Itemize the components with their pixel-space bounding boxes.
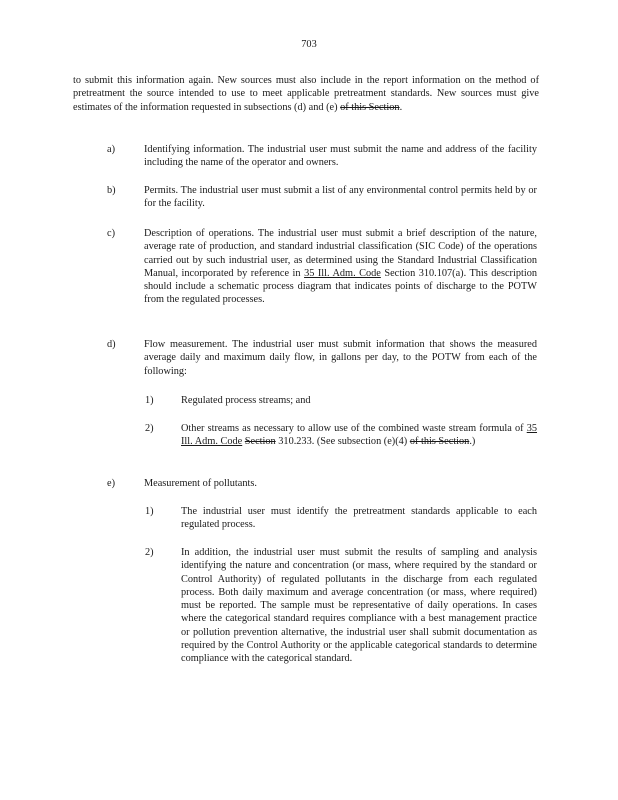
page-number: 703 bbox=[301, 39, 317, 50]
item-d-label: d) bbox=[107, 339, 116, 350]
item-a-text: Identifying information. The industrial user must submit the name and address of the facility including the name of the operator and owners. bbox=[144, 144, 537, 169]
item-d-sub-2-text-mid: 310.233. (See subsection (e)(4) bbox=[278, 436, 408, 448]
item-d-sub-2-deleted-text: of this Section bbox=[409, 436, 470, 448]
intro-end: . bbox=[399, 101, 403, 113]
item-d-sub-2-text-before: Other streams as necessary to allow use of the combined waste stream formula of bbox=[181, 423, 524, 434]
item-d-sub-2-text-end: .) bbox=[469, 436, 476, 448]
item-c-text-before: Description of operations. The industrial user must submit a brief description of the nature, average rate of production, and standard industrial classification (SIC Code) of the operations carried out by such industrial user, as determined using the Standard Industrial Classification Manual, incorporated by reference in bbox=[144, 228, 537, 279]
intro-text: to submit this information again. New sources must also include in the report information on the method of pretreatment the source intended to use to meet applicable pretreatment standards. New sources must give estimates of the information requested in subsections (d) and (e) bbox=[73, 75, 539, 113]
item-a-label: a) bbox=[107, 144, 115, 155]
item-c-label: c) bbox=[107, 228, 115, 239]
item-c-text-after: Section 310.107(a). This description should include a schematic process diagram that indicates points of discharge to the POTW from the regulated processes. bbox=[144, 267, 538, 306]
item-d-sub-2-inserted-text: 35 Ill. Adm. Code bbox=[181, 423, 538, 448]
item-e-sub-2-text: In addition, the industrial user must submit the results of sampling and analysis identifying the nature and concentration (or mass, where required by the standard or Control Authority) of regulated pollutants in the discharge from each regulated process. Both daily maximum and average concentration (or mass, where required) must be reported. The sample must be representative of daily operations. In cases where the categorical standard requires compliance with a best management practice or pollution prevention alternative, the industrial user shall submit documentation as required by the Control Authority or the applicable categorical standards to determine compliance with the categorical standard. bbox=[181, 547, 537, 665]
item-c-text bbox=[144, 227, 537, 307]
intro-deleted-text: of this Section bbox=[340, 101, 400, 113]
item-d-sub-1-label: 1) bbox=[145, 395, 154, 406]
item-d-text: Flow measurement. The industrial user must submit information that shows the measured average daily and maximum daily flow, in gallons per day, to the POTW from each of the following: bbox=[144, 339, 537, 377]
item-d-sub-1-text: Regulated process streams; and bbox=[181, 395, 311, 406]
item-b-label: b) bbox=[107, 185, 116, 196]
item-e-sub-2-label: 2) bbox=[145, 547, 154, 558]
item-b-text: Permits. The industrial user must submit a list of any environmental control permits held by or for the facility. bbox=[144, 185, 537, 210]
item-e-sub-1-text: The industrial user must identify the pretreatment standards applicable to each regulated process. bbox=[181, 506, 537, 531]
item-d-sub-2-text bbox=[181, 422, 537, 449]
item-e-text: Measurement of pollutants. bbox=[144, 478, 257, 489]
intro-paragraph bbox=[73, 74, 539, 114]
item-d-sub-2-label: 2) bbox=[145, 423, 154, 434]
item-e-label: e) bbox=[107, 478, 115, 489]
item-c-inserted-text: 35 Ill. Adm. Code bbox=[304, 267, 381, 279]
item-e-sub-1-label: 1) bbox=[145, 506, 154, 517]
item-d-sub-2-deleted-section: Section bbox=[244, 436, 276, 448]
